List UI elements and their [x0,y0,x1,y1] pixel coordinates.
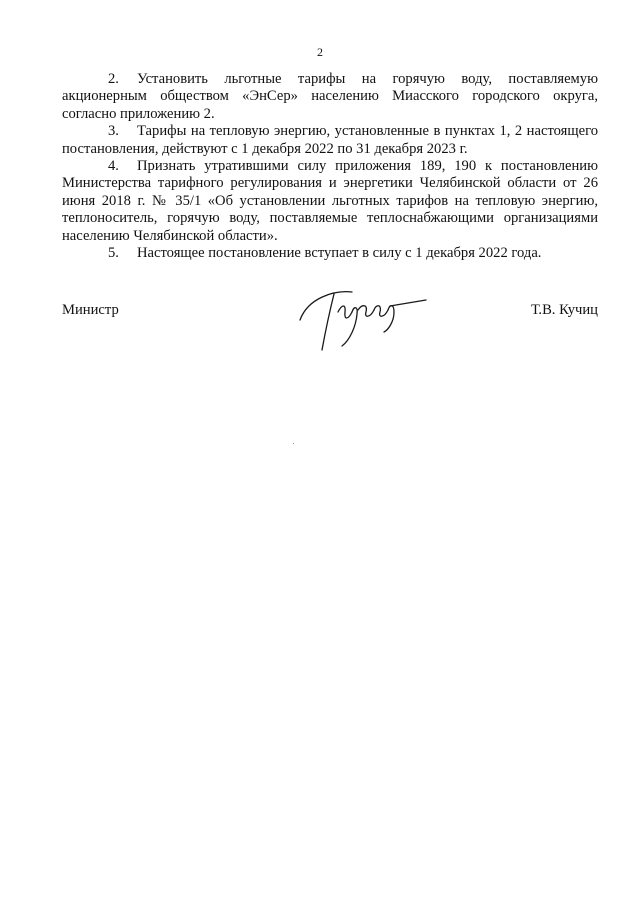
paragraph-2 [62,71,598,123]
paragraph-text: Тарифы на тепловую энергию, установленные в пунктах 1, 2 настоящего постановления, действуют с 1 декабря 2022 по 31 декабря 2023 г. [62,123,598,157]
paragraph-number: 3. [108,123,119,140]
paragraph-text: Настоящее постановление вступает в силу с 1 декабря 2022 года. [137,245,542,262]
paragraph-5 [62,245,598,262]
paragraph-number: 4. [108,158,119,175]
paragraph-number: 5. [108,245,119,262]
handwritten-signature [290,282,430,358]
paragraph-text: Установить льготные тарифы на горячую воду, поставляемую акционерным обществом «ЭнСер» населению Миасского городского округа, согласно приложению 2. [62,71,598,122]
signatory-name: Т.В. Кучиц [530,302,598,318]
signature-block [62,300,598,360]
page-number: 2 [317,45,323,59]
scan-speck [293,443,294,444]
signatory-title: Министр [62,302,119,318]
paragraph-4 [62,158,598,245]
paragraph-3 [62,123,598,158]
paragraph-number: 2. [108,71,119,87]
document-body [62,71,598,262]
paragraph-text: Признать утратившими силу приложения 189, 190 к постановлению Министерства тарифного регулирования и энергетики Челябинской области от 26 июня 2018 г. № 35/1 «Об установлении льготных тарифов на тепловую энергию, теплоноситель, горячую воду, поставляемые теплоснабжающими организациями населению Челябинской области». [62,158,598,244]
